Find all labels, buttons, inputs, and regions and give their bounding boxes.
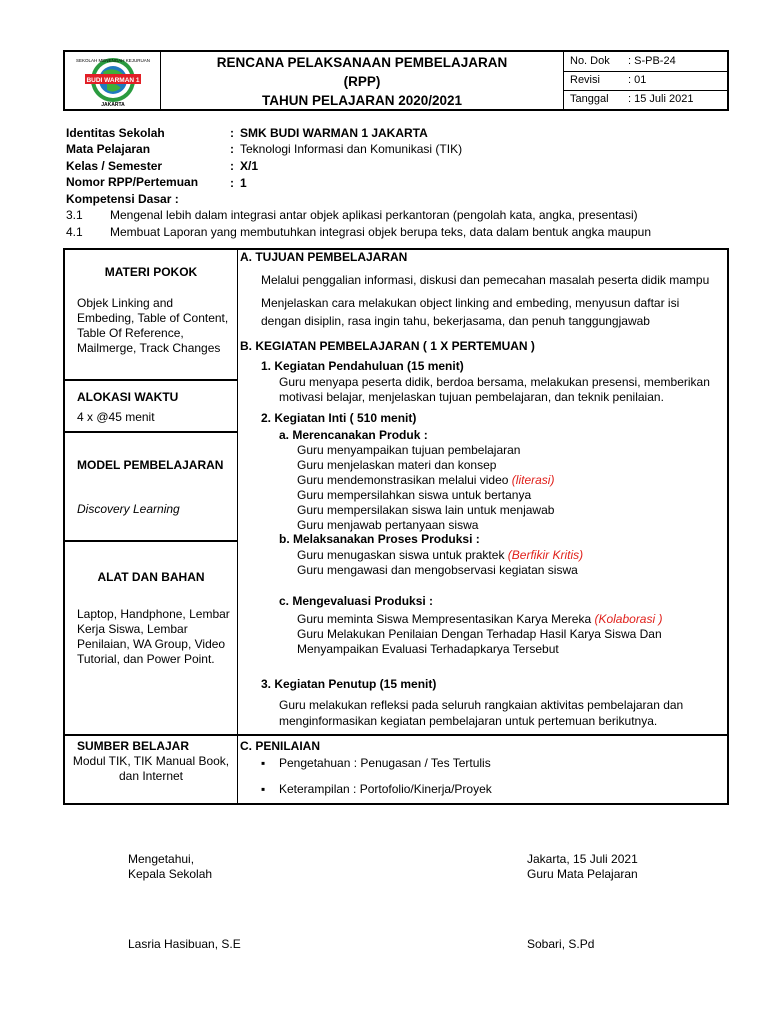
identity-key: Nomor RPP/Pertemuan: [66, 175, 199, 189]
activity-line: [297, 518, 478, 532]
materi-line: Objek Linking and: [77, 296, 174, 310]
signature-right: [527, 852, 638, 882]
header-title: [161, 52, 564, 109]
meta-row-tanggal: [564, 90, 727, 109]
meta-value: : 01: [628, 74, 647, 86]
tujuan-line: dengan disiplin, rasa ingin tahu, bekerjasama, dan penuh tanggungjawab: [261, 314, 650, 328]
activity-text: Guru mempersilahkan siswa untuk bertanya: [297, 488, 532, 502]
principal-name: Lasria Hasibuan, S.E: [128, 937, 241, 951]
activity-line: [297, 548, 583, 562]
alokasi-title: ALOKASI WAKTU: [77, 390, 179, 404]
identity-key: Mata Pelajaran: [66, 142, 151, 156]
logo-bottom-text: JAKARTA: [101, 102, 125, 108]
pendahuluan-title: 1. Kegiatan Pendahuluan (15 menit): [261, 359, 464, 373]
activity-line: [297, 642, 559, 656]
materi-line: Embeding, Table of Content,: [77, 311, 229, 325]
activity-line: [297, 443, 520, 457]
alat-line: Laptop, Handphone, Lembar: [77, 607, 230, 621]
penutup-line: menginformasikan kegiatan pembelajaran untuk pertemuan berikutnya.: [279, 714, 658, 728]
penutup-line: Guru melakukan refleksi pada seluruh rangkaian aktivitas pembelajaran dan: [279, 698, 684, 712]
sumber-line: Modul TIK, TIK Manual Book,: [72, 754, 230, 768]
merencanakan-title: a. Merencanakan Produk :: [279, 428, 428, 442]
identity-value: SMK BUDI WARMAN 1 JAKARTA: [240, 126, 428, 140]
meta-row-revisi: [564, 71, 727, 91]
alat-line: Kerja Siswa, Lembar: [77, 622, 188, 636]
identity-value: X/1: [240, 159, 259, 173]
identity-colon: :: [230, 126, 234, 140]
kd-text: Membuat Laporan yang membutuhkan integrasi objek berupa teks, data dalam bentuk angka maupun: [110, 225, 652, 239]
alat-title: ALAT DAN BAHAN: [97, 570, 205, 584]
penilaian-title: C. PENILAIAN: [240, 739, 321, 753]
logo-top-text: SEKOLAH MENENGAH KEJURUAN: [75, 58, 151, 63]
activity-text: Guru mengawasi dan mengobservasi kegiatan siswa: [297, 563, 578, 577]
school-logo: [65, 52, 160, 109]
identity-colon: :: [230, 159, 234, 173]
column-divider: [237, 250, 238, 803]
activity-tag: (literasi): [511, 473, 555, 487]
row-divider: [65, 540, 237, 542]
activity-text: Guru menjelaskan materi dan konsep: [297, 458, 497, 472]
meta-key: Tanggal: [570, 93, 609, 105]
title-line-1: RENCANA PELAKSANAAN PEMBELAJARAN: [216, 55, 508, 70]
melaksanakan-title: b. Melaksanakan Proses Produksi :: [279, 532, 480, 546]
sumber-text: [65, 754, 237, 784]
signature-line: Jakarta, 15 Juli 2021: [527, 852, 638, 866]
activity-text: Guru menugaskan siswa untuk praktek: [297, 548, 508, 562]
activity-tag: (Berfikir Kritis): [507, 548, 584, 562]
alat-line: Penilaian, WA Group, Video: [77, 637, 226, 651]
activity-text: Guru menjawab pertanyaan siswa: [297, 518, 479, 532]
materi-line: Table Of Reference,: [77, 326, 184, 340]
document-header: [63, 50, 729, 111]
activity-line: [297, 458, 496, 472]
identity-colon: :: [230, 176, 234, 190]
meta-key: Revisi: [570, 74, 600, 86]
row-divider: [65, 734, 727, 736]
penilaian-item: [261, 756, 491, 770]
bullet-icon: ▪: [261, 782, 266, 796]
meta-row-nodok: [564, 52, 727, 72]
tujuan-line: Melalui penggalian informasi, diskusi dan pemecahan masalah peserta didik mampu: [261, 273, 710, 287]
meta-value: : S-PB-24: [628, 55, 676, 67]
row-divider: [65, 431, 237, 433]
sumber-title: SUMBER BELAJAR: [77, 739, 190, 753]
header-meta: [564, 52, 727, 109]
alokasi-value: 4 x @45 menit: [77, 410, 155, 424]
row-divider: [65, 379, 237, 381]
penilaian-item: [261, 782, 492, 796]
activity-text: Menyampaikan Evaluasi Terhadapkarya Tersebut: [297, 642, 559, 656]
title-line-3: TAHUN PELAJARAN 2020/2021: [261, 93, 463, 108]
kd-number: 3.1: [66, 208, 83, 222]
materi-text: [77, 296, 235, 356]
signature-left: [128, 852, 212, 882]
tujuan-line: Menjelaskan cara melakukan object linking and embeding, menyusun daftar isi: [261, 296, 680, 310]
activity-text: Guru mendemonstrasikan melalui video: [297, 473, 512, 487]
pendahuluan-line: motivasi belajar, menjelaskan tujuan pembelajaran, dan teknik penilaian.: [279, 390, 664, 404]
activity-line: [297, 612, 662, 626]
materi-title: MATERI POKOK: [104, 265, 198, 279]
identity-value: Teknologi Informasi dan Komunikasi (TIK): [240, 142, 463, 156]
identity-value: 1: [240, 176, 247, 190]
sumber-line: dan Internet: [118, 769, 184, 783]
penilaian-text: Keterampilan : Portofolio/Kinerja/Proyek: [279, 782, 492, 796]
activity-text: Guru Melakukan Penilaian Dengan Terhadap Hasil Karya Siswa Dan: [297, 627, 662, 641]
activity-text: Guru meminta Siswa Mempresentasikan Karya Mereka: [297, 612, 595, 626]
kd-text: Mengenal lebih dalam integrasi antar objek aplikasi perkantoran (pengolah kata, angka, presentasi): [110, 208, 638, 222]
lesson-table: [63, 248, 729, 805]
kompetensi-label: Kompetensi Dasar :: [66, 192, 179, 206]
signature-line: Mengetahui,: [128, 852, 195, 866]
activity-text: Guru mempersilakan siswa lain untuk menjawab: [297, 503, 555, 517]
penilaian-text: Pengetahuan : Penugasan / Tes Tertulis: [279, 756, 491, 770]
activity-tag: (Kolaborasi ): [594, 612, 663, 626]
activity-line: [297, 473, 554, 487]
model-title: MODEL PEMBELAJARAN: [77, 458, 224, 472]
title-line-2: (RPP): [343, 74, 381, 89]
model-value: Discovery Learning: [77, 502, 180, 516]
activity-line: [297, 563, 578, 577]
signature-line: Kepala Sekolah: [128, 867, 213, 881]
mengevaluasi-title: c. Mengevaluasi Produksi :: [279, 594, 434, 608]
meta-key: No. Dok: [570, 55, 610, 67]
logo-banner-text: BUDI WARMAN 1: [86, 77, 140, 84]
identity-colon: :: [230, 142, 234, 156]
activity-text: Guru menyampaikan tujuan pembelajaran: [297, 443, 521, 457]
alat-text: [77, 607, 235, 667]
kegiatan-title: B. KEGIATAN PEMBELAJARAN ( 1 X PERTEMUAN ): [240, 339, 535, 353]
pendahuluan-line: Guru menyapa peserta didik, berdoa bersama, melakukan presensi, memberikan: [279, 375, 710, 389]
activity-line: [297, 503, 554, 517]
identity-key: Identitas Sekolah: [66, 126, 165, 140]
kd-number: 4.1: [66, 225, 83, 239]
bullet-icon: ▪: [261, 756, 266, 770]
alat-line: Tutorial, dan Power Point.: [77, 652, 215, 666]
penutup-title: 3. Kegiatan Penutup (15 menit): [261, 677, 437, 691]
identity-key: Kelas / Semester: [66, 159, 163, 173]
activity-line: [297, 627, 662, 641]
teacher-name: Sobari, S.Pd: [527, 937, 595, 951]
tujuan-title: A. TUJUAN PEMBELAJARAN: [240, 250, 408, 264]
activity-line: [297, 488, 531, 502]
inti-title: 2. Kegiatan Inti ( 510 menit): [261, 411, 417, 425]
school-logo-cell: [65, 52, 161, 109]
signature-line: Guru Mata Pelajaran: [527, 867, 638, 881]
meta-value: : 15 Juli 2021: [628, 93, 694, 105]
materi-line: Mailmerge, Track Changes: [77, 341, 221, 355]
